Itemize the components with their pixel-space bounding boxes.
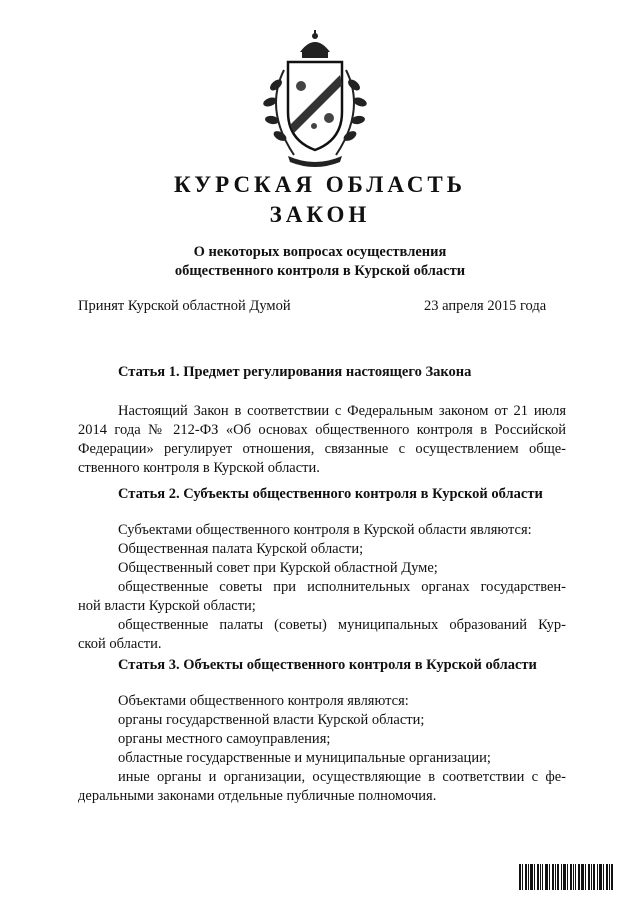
text-line: иные органы и организации, осуществляющие в соответствии с фе-	[118, 769, 566, 785]
doc-type-heading: ЗАКОН	[269, 202, 371, 227]
coat-of-arms-emblem	[254, 30, 376, 170]
text-line: ской области.	[78, 636, 162, 652]
text-line: Общественный совет при Курской областной Думе;	[118, 560, 438, 576]
text-line: общественные палаты (советы) муниципальных образований Кур-	[118, 617, 566, 633]
law-title-line-2: общественного контроля в Курской области	[174, 263, 466, 279]
article-1-title: Статья 1. Предмет регулирования настоящего Закона	[118, 364, 472, 380]
text-line: 2014 года № 212-ФЗ «Об основах общественного контроля в Российской	[78, 422, 566, 438]
adopted-by: Принят Курской областной Думой	[78, 298, 291, 314]
text-line: Общественная палата Курской области;	[118, 541, 364, 557]
barcode	[519, 864, 613, 890]
article-3-title: Статья 3. Объекты общественного контроля в Курской области	[118, 657, 537, 673]
text-line: органы местного самоуправления;	[118, 731, 331, 747]
text-line: Объектами общественного контроля являются:	[118, 693, 409, 709]
region-heading: КУРСКАЯ ОБЛАСТЬ	[174, 172, 466, 197]
text-line: областные государственные и муниципальные организации;	[118, 750, 491, 766]
text-line: деральными законами отдельные публичные полномочия.	[78, 788, 437, 804]
text-line: Федерации» регулирует отношения, связанные с осуществлением обще-	[78, 441, 566, 457]
text-line: Настоящий Закон в соответствии с Федеральным законом от 21 июля	[118, 403, 566, 419]
text-line: ной власти Курской области;	[78, 598, 256, 614]
article-2-title: Статья 2. Субъекты общественного контроля в Курской области	[118, 486, 543, 502]
article-3-text	[78, 692, 566, 806]
article-2-text	[78, 521, 566, 654]
text-line: ственного контроля в Курской области.	[78, 460, 320, 476]
text-line: органы государственной власти Курской области;	[118, 712, 425, 728]
law-title-line-1: О некоторых вопросах осуществления	[193, 244, 447, 260]
text-line: общественные советы при исполнительных органах государствен-	[118, 579, 566, 595]
adoption-date: 23 апреля 2015 года	[424, 298, 547, 314]
text-line: Субъектами общественного контроля в Курской области являются:	[118, 522, 532, 538]
article-1-text	[78, 402, 566, 478]
